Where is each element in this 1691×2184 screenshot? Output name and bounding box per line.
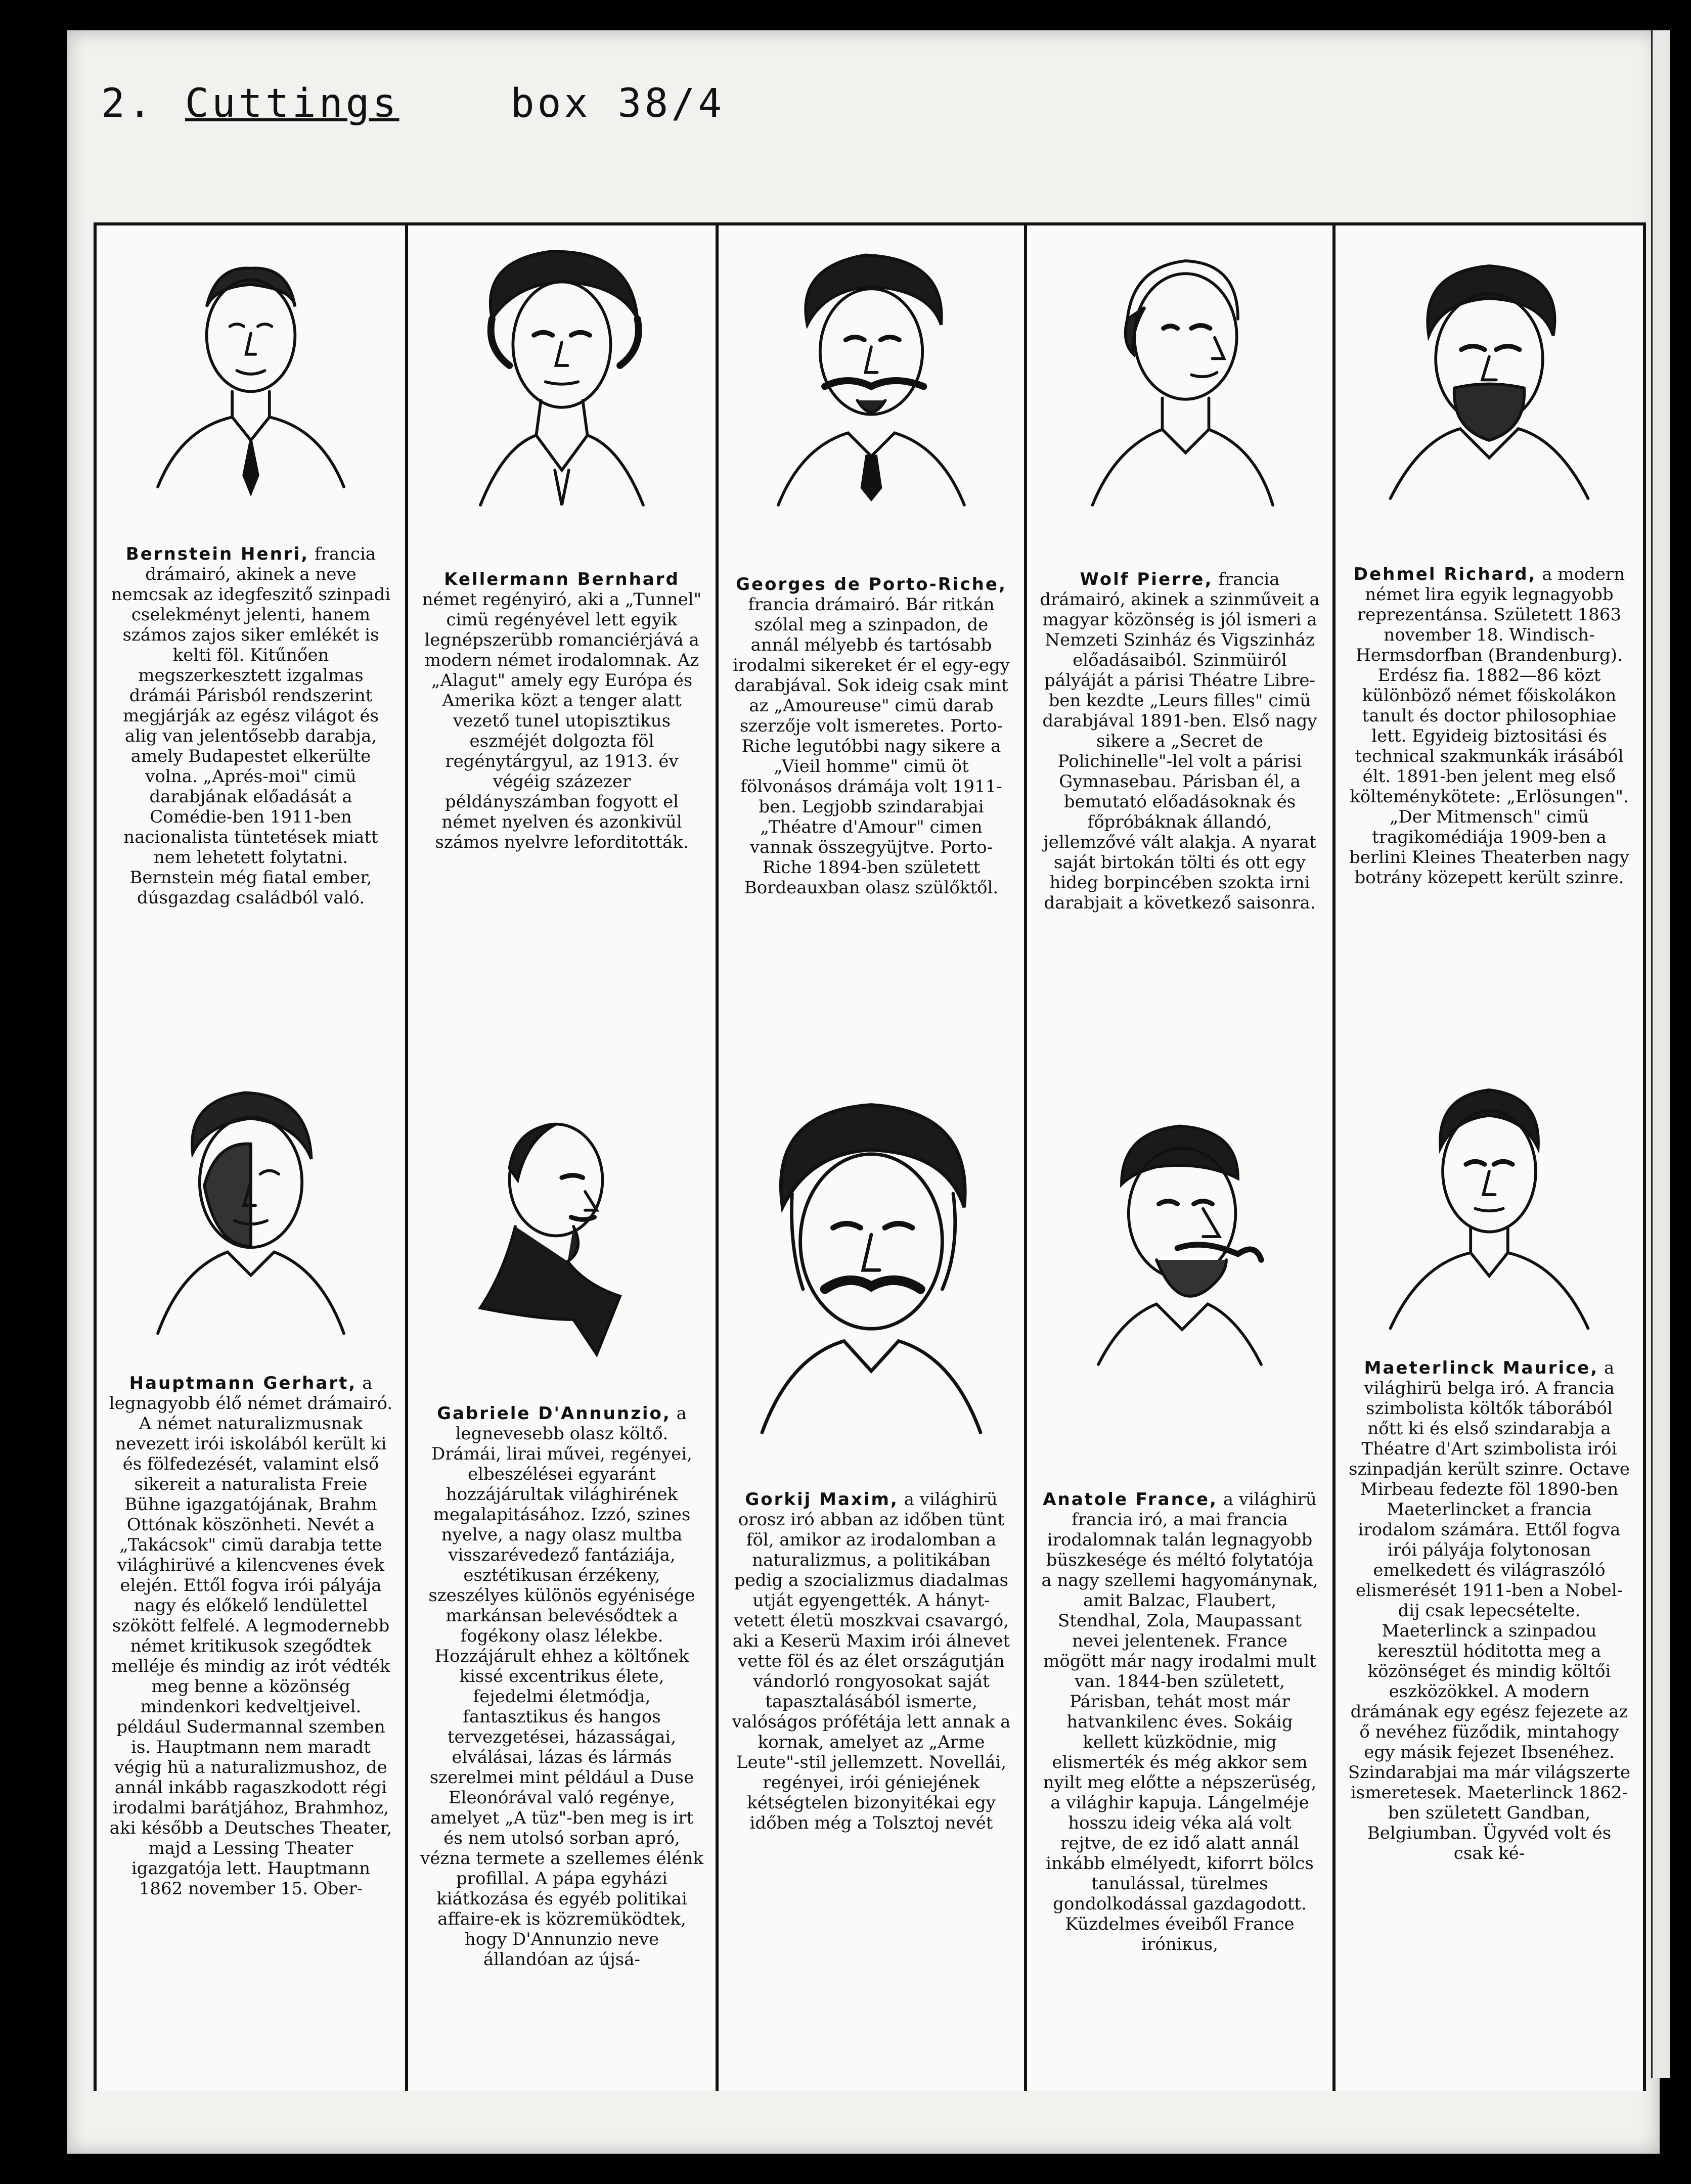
bio-name: Anatole France, bbox=[1043, 1489, 1218, 1510]
bio-name: Wolf Pierre, bbox=[1080, 569, 1213, 589]
portrait-gorkij bbox=[735, 1080, 1008, 1444]
bio-text: a legnagyobb élő német drámairó. A német naturalizmusnak nevezett irói iskolából került ki és fölfedezését, valamint első sikereit a naturalista Freie Bühne igazgatójának, Brahm Ottónak köszönheti. Nevét a „Takácsok" cimü darabja tette világhirüvé a kilencvenes évek elején. Ettől fogva irói pályája nagy és előkelő lendülettel szökött felfelé. A legmodernebb német kritikusok szegődtek melléje és mindig az irót védték meg benne a közönség mindenkori kedveltjeivel. például Sudermannal szemben is. Hauptmann nem maradt végig hü a naturalizmushoz, de annál inkább ragaszkodott régi irodalmi barátjához, Brahmhoz, aki később a Deutsches Theater, majd a Lessing Theater igazgatója lett. Hauptmann 1862 november 15. Ober- bbox=[109, 1373, 393, 1899]
header-box: box 38/4 bbox=[510, 81, 725, 126]
bio-maeterlinck bbox=[1348, 1358, 1631, 1863]
column-5 bbox=[1336, 225, 1643, 2091]
bio-text: francia drámairó, akinek a neve nemcsak az idegfeszitő szinpadi cselekményt jelenti, hanem számos zajos siker emlékét is kelti föl. Kitűnően megszerkesztett izgalmas drámái Párisból rendszerint megjárják az egész világot és alig van jelentősebb darabja, amely Budapestet elkerülte volna. „Aprés-moi" cimü darabjának előadását a Comédie-ben 1911-ben nacionalista tüntetések miatt nem lehetett folytatni. Bernstein még fiatal ember, dúsgazdag családból való. bbox=[111, 544, 391, 908]
portrait-wolf bbox=[1063, 236, 1296, 519]
bio-text: francia drámairó. Bár ritkán szólal meg a szinpadon, de annál mélyebb és tartósabb irodalmi sikereket ér el egy-egy darabjával. Sok ideig csak mint az „Amoureuse" cimü darab szerzője volt ismeretes. Porto-Riche legutóbbi nagy sikere a „Vieil homme" cimü öt fölvonásos drámája volt 1911-ben. Legjobb szindarabjai „Théatre d'Amour" cimen vannak összegyüjtve. Porto-Riche 1894-ben született Bordeauxban olasz szülőktől. bbox=[733, 595, 1010, 898]
bio-porto-riche bbox=[731, 574, 1012, 898]
bio-name: Dehmel Richard, bbox=[1353, 564, 1537, 584]
bio-text: a világhirü francia iró, a mai francia irodalomnak talán legnagyobb büszkesége és méltó folytatója a nagy szellemi hagyománynak, amit Balzac, Flaubert, Stendhal, Zola, Maupassant nevei jelentenek. France mögött már nagy irodalmi mult van. 1844-ben született, Párisban, tehát most már hatvankilenc éves. Sokáig kellett küzködnie, mig elismerték és még akkor sem nyilt meg előtte a népszerüség, a világhir kapuja. Lángelméje hosszu ideig véka alá volt rejtve, de ez idő alatt annál inkább elmélyedt, kiforrt bölcs tanulással, türelmes gondolkodással gazdagodott. Küzdelmes éveiből France iróniкus, bbox=[1041, 1489, 1318, 1954]
portrait-bernstein bbox=[135, 241, 367, 524]
bio-text: a legnevesebb olasz költő. Drámái, lirai művei, regényei, elbeszélései egyaránt hozzájárultak világhirének megalapitásához. Izzó, szines nyelve, a nagy olasz multba visszarévedező fantáziája, esztétikusan érzékeny, szeszélyes különös egyénisége markánsan belevésődtek a fogékony olasz lélekbe. Hozzájárult ehhez a költőnek kissé excentrikus élete, fejedelmi életmódja, fantasztikus és hangos tervezgetései, házasságai, elválásai, lázas és lármás szerelmei mint például a Duse Eleonórával való regénye, amelyet „A tüz"-ben meg is irt és nem utolsó sorban apró, vézna termete a szellemes élénk profillal. A pápa egyházi kiátkozása és egyéb politikai affaire-ek is közremüködtek, hogy D'Annunzio neve állandóan az újsá- bbox=[420, 1403, 703, 1970]
bio-name: Gorkij Maxim, bbox=[745, 1489, 899, 1510]
portrait-maeterlinck bbox=[1373, 1065, 1606, 1348]
bio-dannunzio bbox=[420, 1403, 703, 1970]
column-2 bbox=[408, 225, 719, 2091]
bio-gorkij bbox=[731, 1489, 1012, 1833]
portrait-dehmel bbox=[1373, 241, 1606, 524]
bio-name: Maeterlinck Maurice, bbox=[1364, 1358, 1599, 1378]
portrait-hauptmann bbox=[135, 1070, 367, 1353]
bio-name: Kellermann Bernhard bbox=[444, 569, 680, 589]
bio-text: német regényiró, aki a „Tunnel" cimü regényével lett egyik legnépszerübb romanciérjává a modern német irodalomnak. Az „Alagut" amely egy Európa és Amerika közt a tenger alatt vezető tunel utopisztikus eszméjét dolgozta föl regénytárgyul, az 1913. év végéig százezer példányszámban fogyott el német nyelven és azonkivül számos nyelvre leforditották. bbox=[422, 589, 702, 852]
column-1 bbox=[97, 225, 408, 2091]
bio-text: a világhirü orosz iró abban az időben tünt föl, amikor az irodalomban a naturalizmus, a politikában pedig a szocializmus diadalmas utját egyengették. A hányt-vetett életü moszkvai csavargó, aki a Keserü Maxim irói álnevet vette föl és az élet országutján vándorló rongyosokat saját tapasztalásából ismerte, valóságos prófétája lett annak a kornak, amelyet az „Arme Leute"-stil jellemzett. Novellái, regényei, irói géniejének kétségtelen bizonyitékai egy időben még a Tolsztoj nevét bbox=[732, 1489, 1011, 1833]
portrait-france bbox=[1063, 1095, 1296, 1378]
header-label: Cuttings bbox=[185, 81, 399, 126]
sheet-edge bbox=[1651, 30, 1670, 2078]
archive-header bbox=[101, 81, 725, 126]
column-3 bbox=[719, 225, 1027, 2091]
bio-dehmel bbox=[1348, 564, 1631, 888]
newspaper-cutting bbox=[94, 222, 1646, 2091]
bio-name: Gabriele D'Annunzio, bbox=[437, 1403, 671, 1424]
bio-text: francia drámairó, akinek a szinműveit a magyar közönség is jól ismeri a Nemzeti Szinház és Vigszinház előadásaiból. Szinmüiról pályáját a párisi Théatre Libre-ben kezdte „Leurs filles" cimü darabjával 1891-ben. Első nagy sikere a „Secret de Polichinelle"-lel volt a párisi Gymnasebau. Párisban él, a bemutató előadásoknak és főpróbáknak állandó, jellemzővé vált alakja. A nyarat saját birtokán tölti és ott egy hideg borpincében szokta irni darabjait a következő saisonra. bbox=[1040, 569, 1320, 913]
header-number: 2. bbox=[101, 81, 155, 126]
column-4 bbox=[1027, 225, 1336, 2091]
portrait-dannunzio bbox=[446, 1085, 678, 1368]
bio-hauptmann bbox=[109, 1373, 393, 1899]
bio-text: a modern német lira egyik legnagyobb reprezentánsa. Született 1863 november 18. Windisch-Hermsdorfban (Brandenburg). Erdész fia. 1882—86 közt különböző német főiskolákon tanult és doctor philosophiae lett. Egyideig biztositási és technical szakmunkák irásából élt. 1891-ben jelent meg első költeménykötete: „Erlösungen". „Der Mitmensch" cimü tragikomédiája 1909-ben a berlini Kleines Theaterben nagy botrány közepett került szinre. bbox=[1349, 564, 1629, 888]
portrait-porto-riche bbox=[755, 236, 988, 519]
portrait-kellermann bbox=[446, 236, 678, 519]
bio-wolf bbox=[1039, 569, 1320, 913]
bio-name: Hauptmann Gerhart, bbox=[129, 1373, 357, 1393]
bio-kellermann bbox=[420, 569, 703, 852]
bio-text: a világhirü belga iró. A francia szimbolista költők táborából nőtt ki és első szindarabja a Théatre d'Art szimbolista irói szinpadján került szinre. Octave Mirbeau fedezte föl 1890-ben Maeterlincket a francia irodalom számára. Ettől fogva irói pályája folytonosan emelkedett és világraszóló elismerését 1911-ben a Nobel-dij csak lepecsételte. Maeterlinck a szinpadou keresztül hóditotta meg a közönséget és mindig költői eszközökkel. A modern drámának egy egész fejezete az ő nevéhez füződik, mintahogy egy másik fejezet Ibsenéhez. Szindarabjai ma már világszerte ismeretesek. Maeterlinck 1862-ben született Gandban, Belgiumban. Ügyvéd volt és csak ké- bbox=[1348, 1358, 1631, 1863]
bio-france bbox=[1039, 1489, 1320, 1954]
bio-name: Bernstein Henri, bbox=[125, 544, 309, 564]
bio-bernstein bbox=[109, 544, 393, 908]
bio-name: Georges de Porto-Riche, bbox=[736, 574, 1007, 595]
